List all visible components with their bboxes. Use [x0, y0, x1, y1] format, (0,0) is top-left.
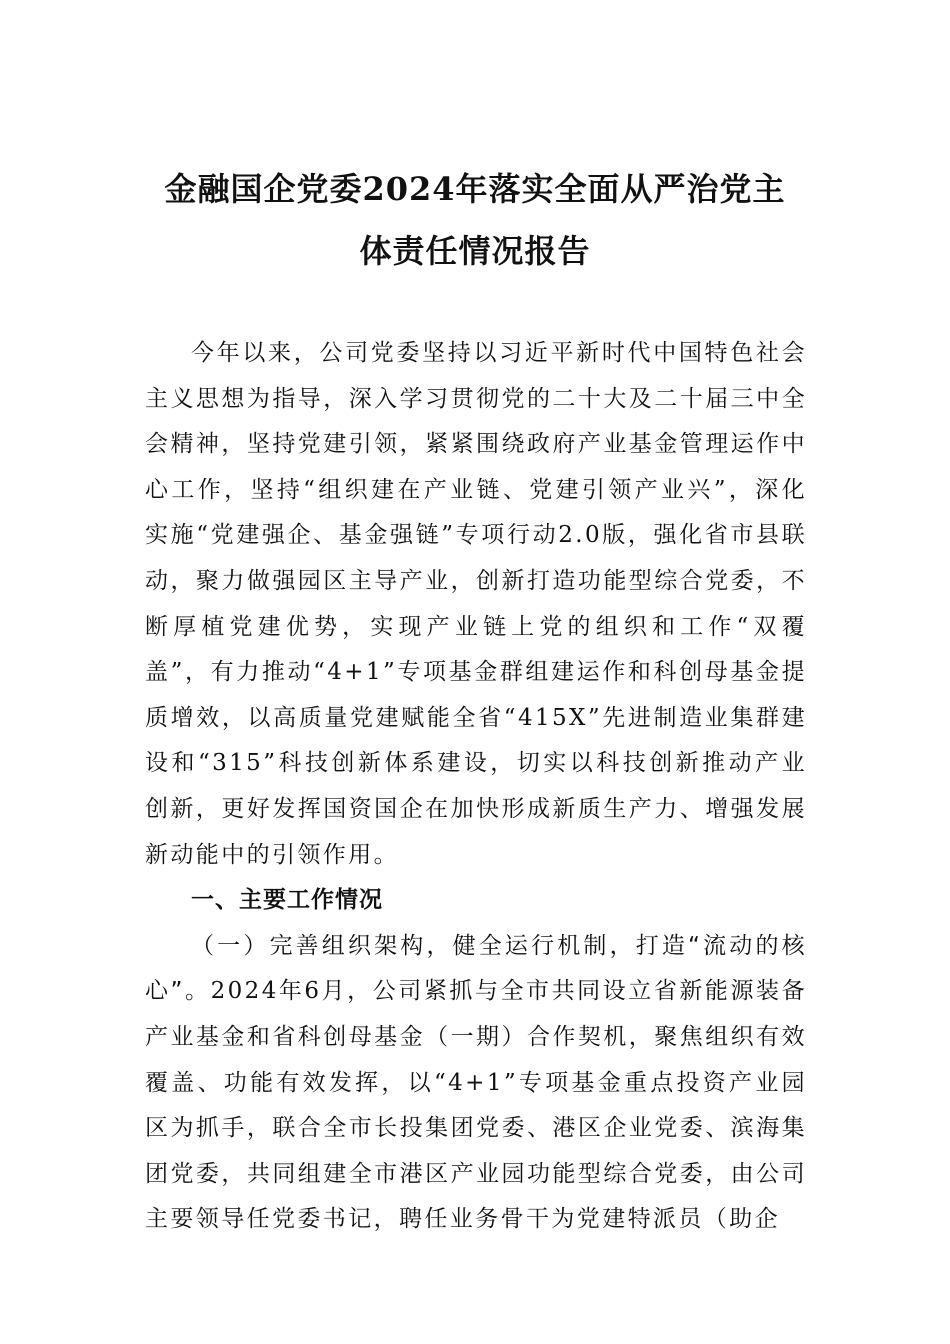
- title-line-2: 体责任情况报告: [359, 232, 591, 270]
- subsection-body: 2024年6月，公司紧抓与全市共同设立省新能源装备产业基金和省科创母基金（一期）合作契机，聚焦组织有效覆盖、功能有效发挥，以“4+1”专项基金重点投资产业园区为抓手，联合全市长投集团党委、港区企业党委、滨海集团党委，共同组建全市港区产业园功能型综合党委，由公司主要领导任党委书记，聘任业务骨干为党建特派员（助企: [145, 978, 808, 1233]
- intro-paragraph: 今年以来，公司党委坚持以习近平新时代中国特色社会主义思想为指导，深入学习贯彻党的二十大及二十届三中全会精神，坚持党建引领，紧紧围绕政府产业基金管理运作中心工作，坚持“组织建在产业链、党建引领产业兴”，深化实施“党建强企、基金强链”专项行动2.0版，强化省市县联动，聚力做强园区主导产业，创新打造功能型综合党委，不断厚植党建优势，实现产业链上党的组织和工作“双覆盖”，有力推动“4+1”专项基金群组建运作和科创母基金提质增效，以高质量党建赋能全省“415X”先进制造业集群建设和“315”科技创新体系建设，切实以科技创新推动产业创新，更好发挥国资国企在加快形成新质生产力、增强发展新动能中的引领作用。: [145, 340, 807, 868]
- document-body: [145, 331, 807, 1243]
- section-heading: 一、主要工作情况: [191, 887, 383, 914]
- document-title: [140, 158, 810, 282]
- subsection-paragraph: [145, 924, 807, 1243]
- subsection-heading: （一）完善组织架构，健全运行机制，打造“流动的核心”。: [145, 932, 807, 1005]
- title-line-1: 金融国企党委2024年落实全面从严治党主: [164, 170, 786, 208]
